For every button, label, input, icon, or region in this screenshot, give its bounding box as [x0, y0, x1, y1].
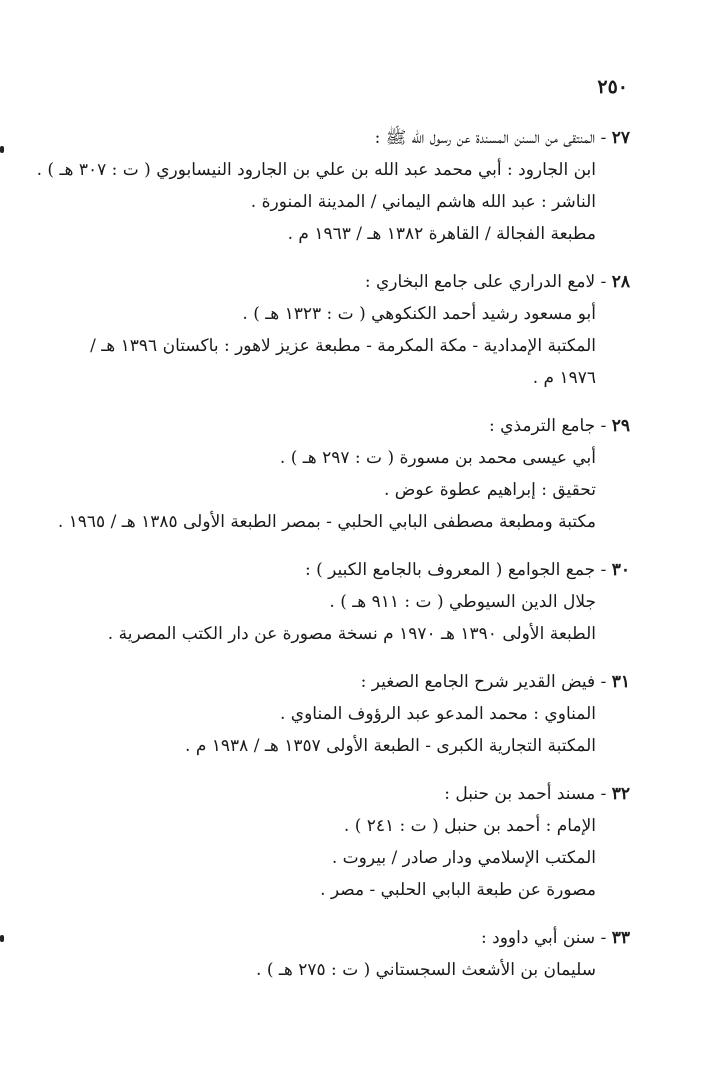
entry-number: ٣١ — [611, 672, 630, 692]
entry-title: المنتقى من السنن المسندة عن رسول الله ﷺ : — [374, 128, 596, 148]
entry-number: ٢٩ — [611, 416, 630, 436]
entry-heading: ٣٣ - سنن أبي داوود : — [481, 928, 630, 948]
entry-title: جامع الترمذي : — [489, 416, 596, 436]
entry-line: الطبعة الأولى ١٣٩٠ هـ ١٩٧٠ م نسخة مصورة عن دار الكتب المصرية . — [107, 624, 596, 644]
entry-title: لامع الدراري على جامع البخاري : — [364, 272, 596, 292]
bibliography-list — [36, 122, 630, 1002]
entry-line: مصورة عن طبعة البابي الحلبي - مصر . — [320, 880, 596, 900]
entry-title: سنن أبي داوود : — [481, 928, 596, 948]
page-number: ٢٥٠ — [597, 76, 628, 98]
entry-heading: ٣١ - فيض القدير شرح الجامع الصغير : — [360, 672, 630, 692]
entry-line: الإمام : أحمد بن حنبل ( ت : ٢٤١ ) . — [343, 816, 596, 836]
bibliography-entry — [60, 922, 630, 986]
entry-number: ٣٠ — [611, 560, 630, 580]
entry-line: ابن الجارود : أبي محمد عبد الله بن علي بن الجارود النيسابوري ( ت : ٣٠٧ هـ ) . — [36, 160, 596, 180]
entry-title: مسند أحمد بن حنبل : — [444, 784, 596, 804]
entry-heading: ٣٢ - مسند أحمد بن حنبل : — [444, 784, 630, 804]
bibliography-entry — [60, 778, 630, 906]
entry-title: جمع الجوامع ( المعروف بالجامع الكبير ) : — [304, 560, 596, 580]
bibliography-entry — [60, 266, 630, 394]
entry-line: أبو مسعود رشيد أحمد الكنكوهي ( ت : ١٣٢٣ هـ ) . — [242, 304, 596, 324]
entry-number: ٢٧ — [611, 128, 630, 148]
margin-mark — [0, 146, 4, 153]
entry-line: مطبعة الفجالة / القاهرة ١٣٨٢ هـ / ١٩٦٣ م . — [287, 224, 596, 244]
entry-number: ٢٨ — [611, 272, 630, 292]
entry-line: المكتب الإسلامي ودار صادر / بيروت . — [331, 848, 596, 868]
entry-line: جلال الدين السيوطي ( ت : ٩١١ هـ ) . — [329, 592, 596, 612]
entry-number: ٣٢ — [611, 784, 630, 804]
entry-heading: ٢٩ - جامع الترمذي : — [489, 416, 630, 436]
entry-line: المكتبة التجارية الكبرى - الطبعة الأولى ١٣٥٧ هـ / ١٩٣٨ م . — [185, 736, 596, 756]
margin-mark — [0, 935, 4, 942]
entry-line: المناوي : محمد المدعو عبد الرؤوف المناوي . — [279, 704, 596, 724]
entry-heading: ٣٠ - جمع الجوامع ( المعروف بالجامع الكبير ) : — [304, 560, 630, 580]
entry-line: الناشر : عبد الله هاشم اليماني / المدينة المنورة . — [250, 192, 596, 212]
entry-title: فيض القدير شرح الجامع الصغير : — [360, 672, 596, 692]
entry-line: أبي عيسى محمد بن مسورة ( ت : ٢٩٧ هـ ) . — [279, 448, 596, 468]
bibliography-entry — [36, 122, 630, 250]
entry-line: سليمان بن الأشعث السجستاني ( ت : ٢٧٥ هـ ) . — [256, 960, 596, 980]
bibliography-entry — [57, 410, 630, 538]
entry-heading: ٢٨ - لامع الدراري على جامع البخاري : — [364, 272, 630, 292]
entry-heading: ٢٧ - المنتقى من السنن المسندة عن رسول الله ﷺ : — [374, 128, 630, 148]
entry-line: مكتبة ومطبعة مصطفى البابي الحلبي - بمصر الطبعة الأولى ١٣٨٥ هـ / ١٩٦٥ . — [57, 512, 596, 532]
bibliography-entry — [60, 554, 630, 650]
entry-number: ٣٣ — [611, 928, 630, 948]
entry-line: تحقيق : إبراهيم عطوة عوض . — [384, 480, 596, 500]
entry-line: المكتبة الإمدادية - مكة المكرمة - مطبعة عزيز لاهور : باكستان ١٣٩٦ هـ / ١٩٧٦ م . — [90, 336, 596, 388]
bibliography-entry — [60, 666, 630, 762]
